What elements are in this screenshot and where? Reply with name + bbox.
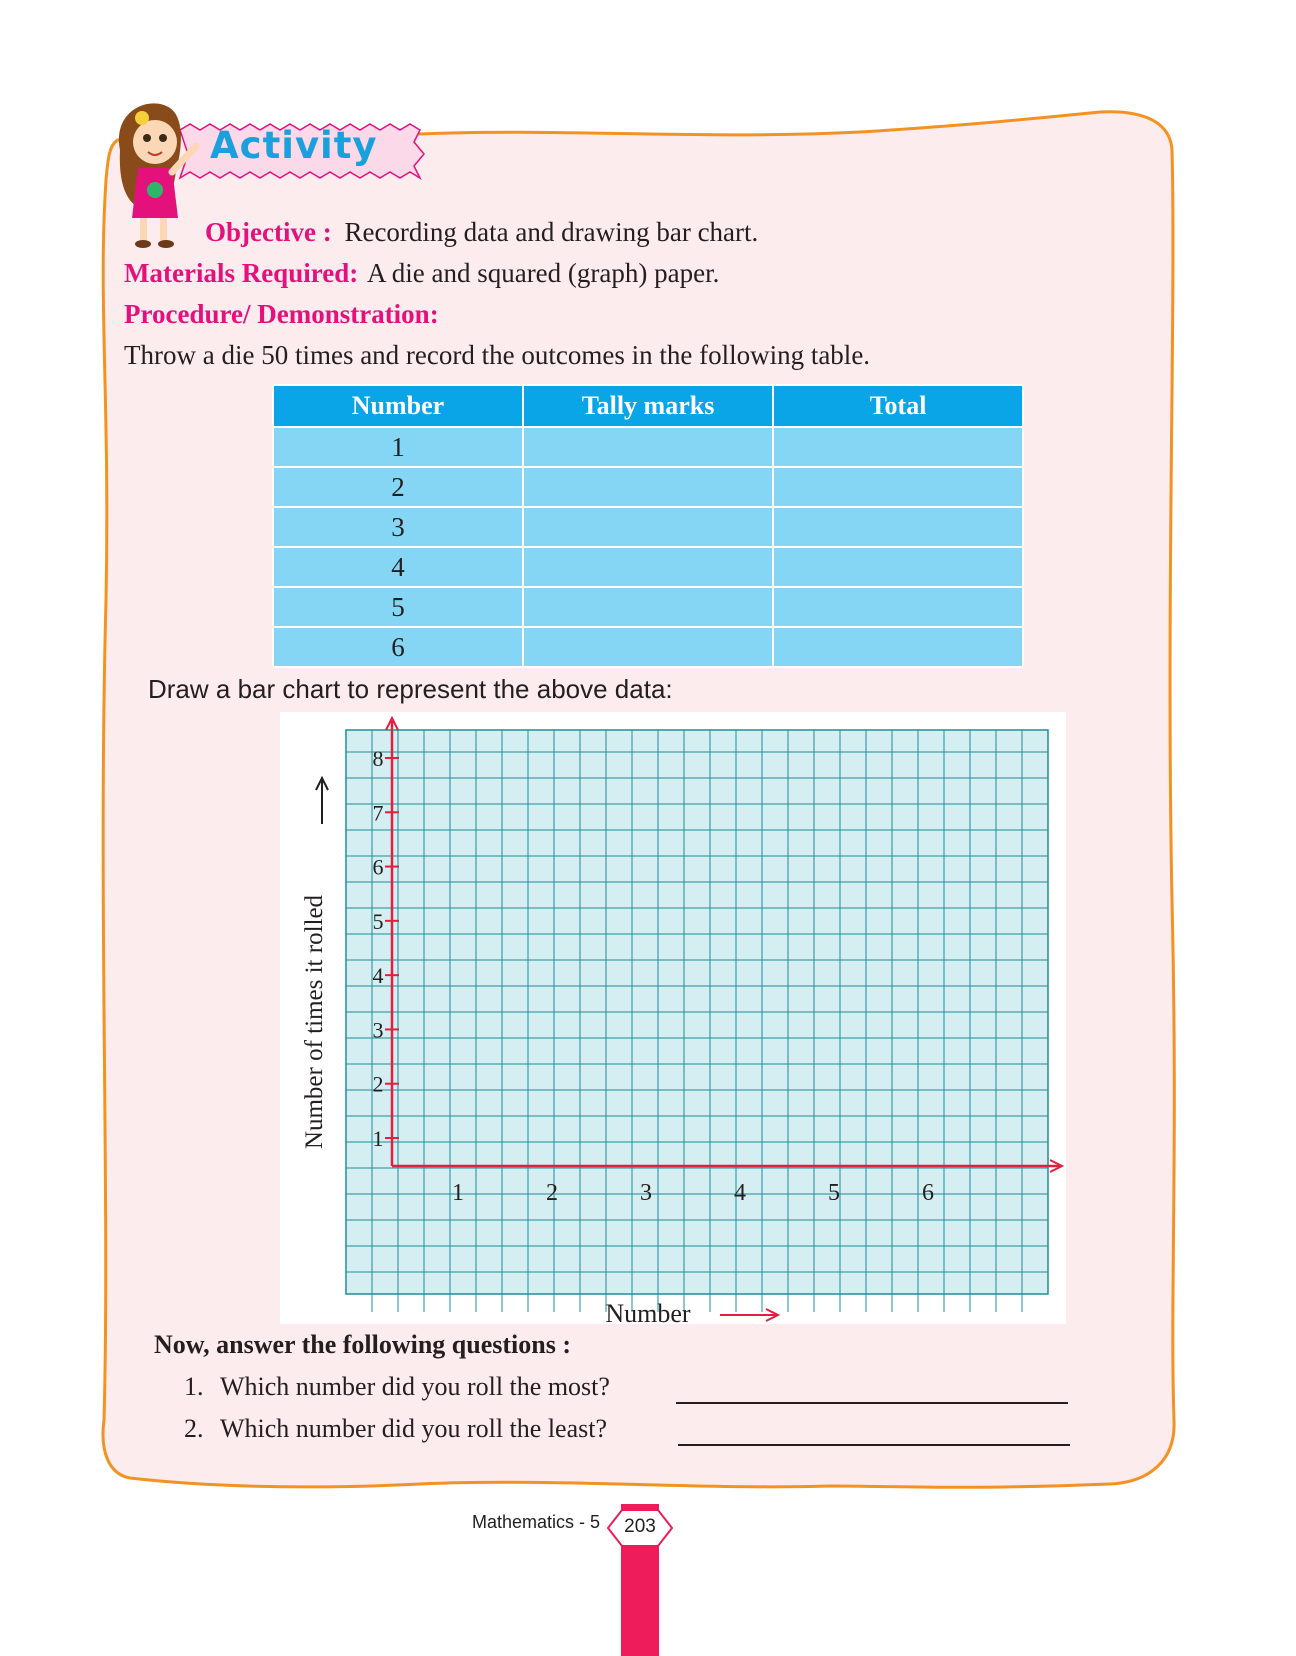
cell-tally[interactable]: [523, 587, 773, 627]
y-tick-label: 8: [372, 746, 384, 771]
materials-line: [124, 258, 719, 289]
header-number: Number: [273, 385, 523, 427]
header-total: Total: [773, 385, 1023, 427]
page-number: 203: [624, 1516, 656, 1537]
y-tick-label: 1: [372, 1126, 384, 1151]
y-tick-label: 7: [372, 800, 384, 826]
cell-total[interactable]: [773, 547, 1023, 587]
procedure-label: Procedure/ Demonstration:: [124, 299, 439, 329]
cell-number: 6: [273, 627, 523, 667]
cell-tally[interactable]: [523, 507, 773, 547]
cell-number: 3: [273, 507, 523, 547]
objective-line: [205, 217, 758, 248]
y-tick-label: 4: [372, 963, 384, 989]
materials-label: Materials Required:: [124, 258, 359, 288]
chart-instruction: Draw a bar chart to represent the above data:: [148, 674, 673, 704]
activity-title: Activity: [210, 124, 378, 167]
answer-line-1[interactable]: [676, 1402, 1068, 1404]
bar-chart-grid[interactable]: [280, 712, 1066, 1324]
question-2: [184, 1414, 607, 1444]
x-tick-label: 1: [452, 1180, 464, 1206]
table-row: [273, 627, 1023, 667]
tally-table: [272, 384, 1024, 668]
objective-label: Objective :: [205, 217, 332, 247]
table-row: [273, 427, 1023, 467]
procedure-text: Throw a die 50 times and record the outcomes in the following table.: [124, 340, 871, 370]
table-row: [273, 507, 1023, 547]
footer-subject: Mathematics - 5: [472, 1512, 601, 1532]
x-tick-label: 6: [922, 1180, 934, 1206]
y-axis-label: Number of times it rolled: [301, 894, 328, 1150]
objective-text: Recording data and drawing bar chart.: [344, 217, 759, 247]
cell-tally[interactable]: [523, 627, 773, 667]
x-tick-label: 2: [546, 1180, 558, 1206]
materials-text: A die and squared (graph) paper.: [366, 258, 720, 288]
cell-tally[interactable]: [523, 467, 773, 507]
cell-total[interactable]: [773, 467, 1023, 507]
question-1: [184, 1372, 610, 1402]
cell-total[interactable]: [773, 627, 1023, 667]
y-tick-label: 3: [372, 1017, 384, 1043]
question-text: Which number did you roll the most?: [220, 1372, 610, 1401]
table-row: [273, 547, 1023, 587]
table-row: [273, 467, 1023, 507]
cell-number: 5: [273, 587, 523, 627]
cell-tally[interactable]: [523, 427, 773, 467]
header-tally-marks: Tally marks: [523, 385, 773, 427]
x-tick-label: 5: [828, 1180, 840, 1206]
questions-heading: Now, answer the following questions :: [154, 1330, 572, 1359]
cell-total[interactable]: [773, 427, 1023, 467]
cell-number: 1: [273, 427, 523, 467]
y-tick-label: 2: [372, 1071, 384, 1097]
question-number: 1.: [184, 1372, 204, 1401]
cell-total[interactable]: [773, 507, 1023, 547]
cell-total[interactable]: [773, 587, 1023, 627]
cell-tally[interactable]: [523, 547, 773, 587]
x-tick-label: 4: [734, 1180, 746, 1206]
y-tick-label: 5: [372, 908, 384, 934]
answer-line-2[interactable]: [678, 1444, 1070, 1446]
question-number: 2.: [184, 1414, 204, 1443]
x-tick-label: 3: [640, 1180, 652, 1206]
table-row: [273, 587, 1023, 627]
question-text: Which number did you roll the least?: [220, 1414, 608, 1443]
cell-number: 4: [273, 547, 523, 587]
x-axis-label: Number: [605, 1299, 691, 1324]
y-tick-label: 6: [372, 854, 384, 880]
cell-number: 2: [273, 467, 523, 507]
